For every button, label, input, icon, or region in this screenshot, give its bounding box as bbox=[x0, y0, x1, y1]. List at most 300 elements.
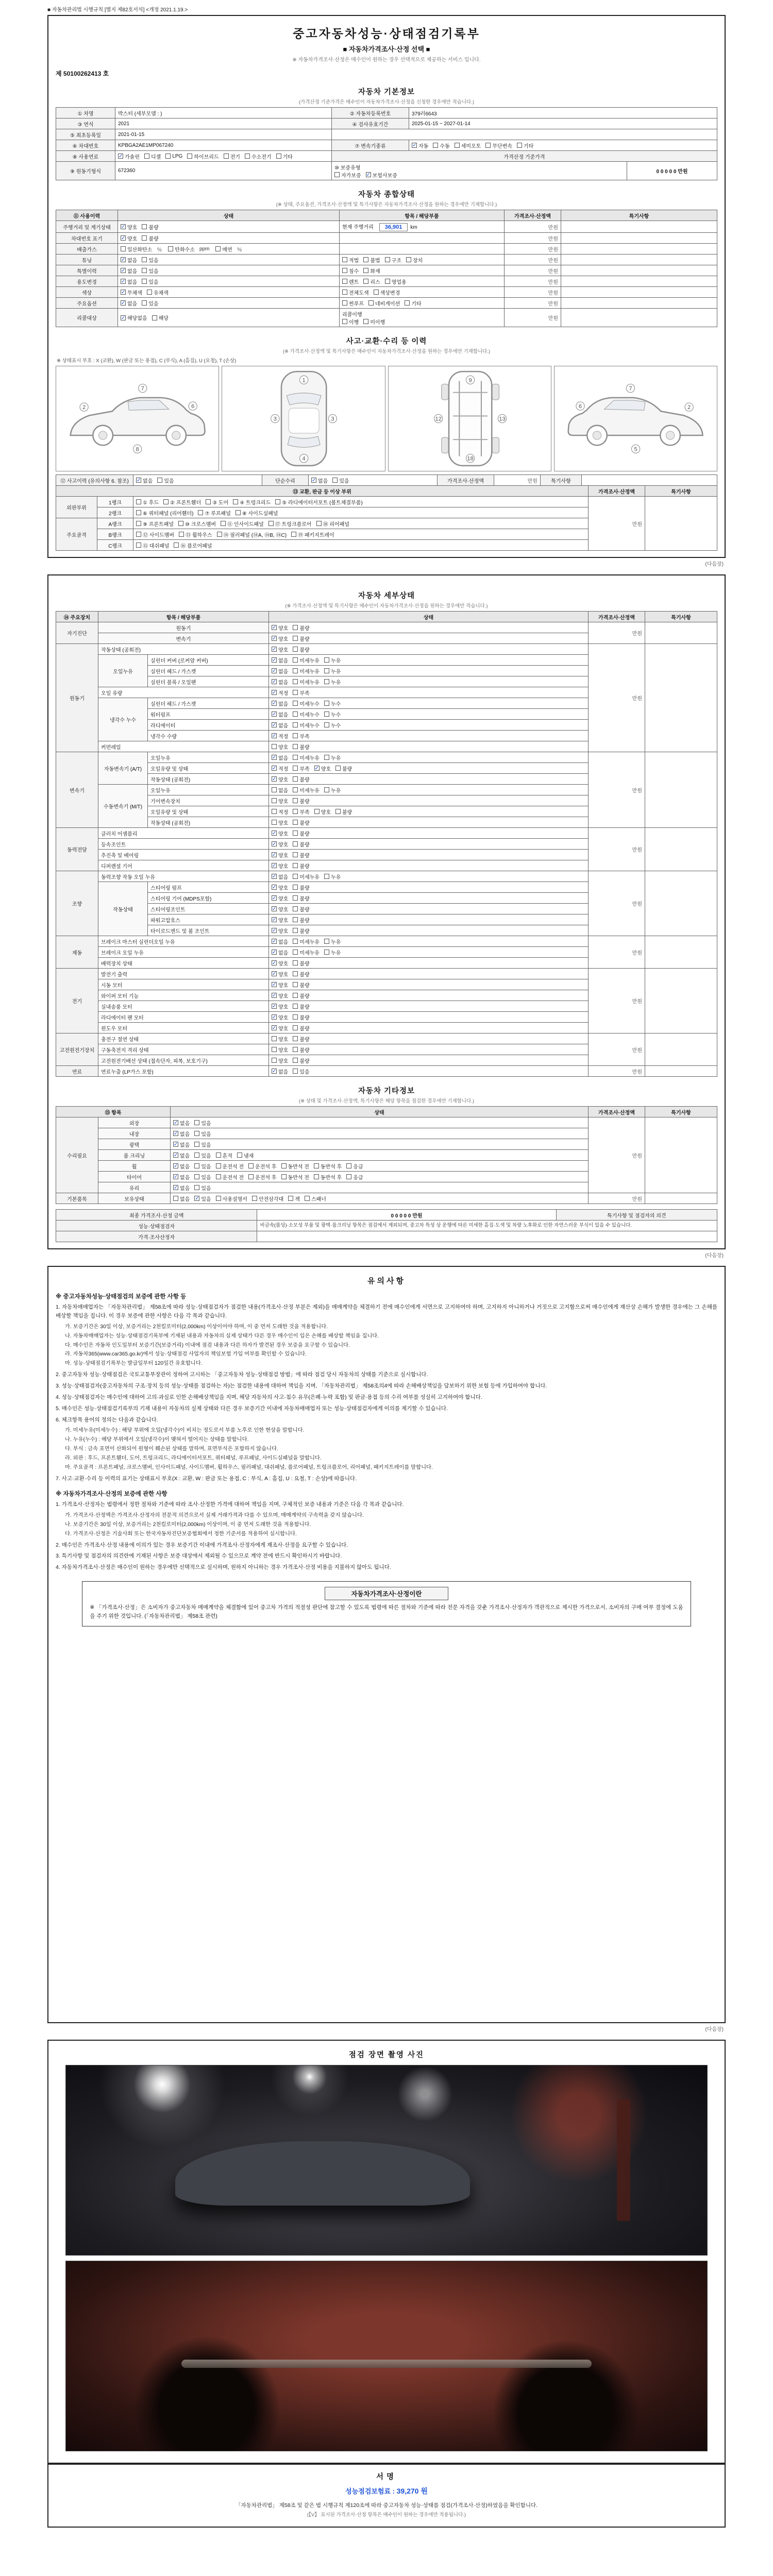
checkbox-없음[interactable] bbox=[272, 873, 288, 880]
price-definition-text: ※ 「가격조사·산정」은 소비자가 중고자동차 매매계약을 체결함에 있어 중고차 가격의 적절성 판단에 참고할 수 있도록 법령에 따른 절차와 기준에 따라 전문 자격을 갖춘 가격조사·산정자가 객관적으로 제시한 가격으로서, 소비자의 구매 여부 결정에 도움을 주기 위한 것입니다. (「자동차관리법」 제58조 관련) bbox=[90, 1604, 683, 1619]
checkbox-양호[interactable] bbox=[272, 981, 288, 989]
checkbox-불량[interactable] bbox=[293, 819, 309, 826]
checkbox-LPG[interactable] bbox=[165, 154, 182, 159]
checkbox-탄화수소[interactable] bbox=[168, 245, 195, 253]
checkbox-없음[interactable] bbox=[173, 1162, 190, 1170]
checkbox-없음[interactable] bbox=[272, 721, 288, 729]
checkbox-없음[interactable] bbox=[173, 1141, 190, 1148]
cell bbox=[118, 233, 340, 244]
checkbox-양호[interactable] bbox=[272, 884, 288, 891]
checkbox-group bbox=[272, 808, 585, 816]
checkbox-보험사보증[interactable] bbox=[366, 171, 397, 179]
checkbox-적정[interactable] bbox=[272, 732, 288, 740]
checkbox-없음[interactable] bbox=[121, 278, 137, 285]
checkbox-해당없음[interactable] bbox=[121, 314, 147, 321]
checkbox-⑬ 휠하우스[interactable] bbox=[179, 531, 212, 538]
cell bbox=[118, 244, 340, 255]
checkbox-label: 있음 bbox=[148, 301, 159, 307]
checkbox-불량[interactable] bbox=[293, 1046, 309, 1054]
checkbox-불량[interactable] bbox=[293, 884, 309, 891]
checkbox-불량[interactable] bbox=[293, 840, 309, 848]
checkbox-양호[interactable] bbox=[272, 819, 288, 826]
checkbox-mark bbox=[187, 154, 192, 159]
checkbox-mark bbox=[174, 543, 179, 548]
checkbox-없음[interactable] bbox=[272, 754, 288, 761]
checkbox-일산화탄소[interactable] bbox=[121, 245, 152, 253]
checkbox-전체도색[interactable] bbox=[342, 289, 369, 296]
checkbox-양호[interactable] bbox=[314, 765, 331, 772]
checkbox-해당[interactable] bbox=[152, 314, 169, 321]
checkbox-⑨ 프론트패널[interactable] bbox=[136, 520, 174, 528]
checkbox-무채색[interactable] bbox=[121, 289, 142, 296]
checkbox-mark bbox=[194, 1174, 199, 1179]
checkbox-mark bbox=[342, 290, 347, 295]
checkbox-썬루프[interactable] bbox=[342, 299, 364, 307]
checkbox-불량[interactable] bbox=[293, 916, 309, 924]
checkbox-누유[interactable] bbox=[324, 948, 341, 956]
column-header: 특기사항 bbox=[561, 210, 717, 221]
checkbox-불법[interactable] bbox=[363, 256, 380, 264]
checkbox-전기[interactable] bbox=[224, 152, 240, 160]
checkbox-불량[interactable] bbox=[293, 829, 309, 837]
checkbox-mark: ✓ bbox=[272, 863, 277, 869]
checkbox-자가보증[interactable] bbox=[334, 171, 361, 179]
checkbox-없음[interactable] bbox=[272, 710, 288, 718]
checkbox-양호[interactable] bbox=[272, 635, 288, 642]
checkbox-양호[interactable] bbox=[272, 624, 288, 632]
checkbox-없음[interactable] bbox=[311, 477, 328, 484]
checkbox-누유[interactable] bbox=[324, 678, 341, 686]
checkbox-⑪ 인사이드패널[interactable] bbox=[221, 520, 264, 528]
checkbox-미이행[interactable] bbox=[363, 318, 385, 326]
checkbox-색상변경[interactable] bbox=[374, 289, 400, 296]
checkbox-mark bbox=[293, 679, 298, 684]
checkbox-mark: ✓ bbox=[121, 290, 126, 295]
checkbox-하이브리드[interactable] bbox=[187, 152, 219, 160]
checkbox-양호[interactable] bbox=[314, 808, 331, 816]
checkbox-미세누수[interactable] bbox=[293, 721, 320, 729]
checkbox-있음[interactable] bbox=[142, 256, 158, 264]
checkbox-기타[interactable] bbox=[276, 152, 293, 160]
checkbox-있음[interactable] bbox=[194, 1141, 211, 1148]
checkbox-미세누유[interactable] bbox=[293, 656, 320, 664]
notice-paragraph: 나. 자동차매매업자는 성능·상태점검기록부에 기재된 내용과 자동차의 실제 상태가 다른 경우 매수인이 입은 손해를 배상할 책임을 집니다. bbox=[65, 1333, 379, 1339]
checkbox-기타[interactable] bbox=[517, 142, 533, 149]
cell bbox=[645, 1033, 717, 1066]
checkbox-양호[interactable] bbox=[272, 646, 288, 653]
checkbox-누유[interactable] bbox=[324, 873, 341, 880]
checkbox-디젤[interactable] bbox=[144, 152, 161, 160]
checkbox-미세누유[interactable] bbox=[293, 938, 320, 945]
checkbox-group bbox=[272, 1035, 585, 1043]
checkbox-누유[interactable] bbox=[324, 786, 341, 794]
checkbox-미세누유[interactable] bbox=[293, 754, 320, 761]
checkbox-누수[interactable] bbox=[324, 721, 341, 729]
checkbox-없음[interactable] bbox=[121, 256, 137, 264]
checkbox-불량[interactable] bbox=[293, 1013, 309, 1021]
checkbox-누유[interactable] bbox=[324, 938, 341, 945]
checkbox-없음[interactable] bbox=[173, 1195, 190, 1202]
checkbox-응급[interactable] bbox=[346, 1162, 363, 1170]
inspection-record-page bbox=[47, 5, 726, 2528]
checkbox-누유[interactable] bbox=[324, 656, 341, 664]
checkbox-렌트[interactable] bbox=[342, 278, 359, 285]
checkbox-label: 불량 bbox=[299, 982, 310, 989]
checkbox-양호[interactable] bbox=[272, 959, 288, 967]
checkbox-있음[interactable] bbox=[194, 1130, 211, 1138]
checkbox-label: 부족 bbox=[299, 690, 310, 697]
checkbox-불량[interactable] bbox=[293, 894, 309, 902]
checkbox-없음[interactable] bbox=[121, 299, 137, 307]
checkbox-없음[interactable] bbox=[173, 1119, 190, 1127]
cell: 성능·상태점검자 bbox=[56, 1221, 257, 1231]
checkbox-누수[interactable] bbox=[324, 700, 341, 707]
checkbox-불량[interactable] bbox=[142, 234, 158, 242]
cell: 기어변속장치 bbox=[148, 795, 269, 806]
checkbox-양호[interactable] bbox=[272, 1046, 288, 1054]
checkbox-양호[interactable] bbox=[272, 1057, 288, 1064]
checkbox-불량[interactable] bbox=[293, 797, 309, 805]
checkbox-양호[interactable] bbox=[272, 1035, 288, 1043]
checkbox-적정[interactable] bbox=[272, 808, 288, 816]
checkbox-mark: ✓ bbox=[174, 1174, 178, 1180]
checkbox-group bbox=[136, 477, 259, 484]
checkbox-mark: ✓ bbox=[174, 1120, 178, 1126]
checkbox-label: 안전삼각대 bbox=[258, 1196, 284, 1202]
checkbox-불량[interactable] bbox=[293, 775, 309, 783]
checkbox-양호[interactable] bbox=[272, 775, 288, 783]
checkbox-부족[interactable] bbox=[293, 765, 309, 772]
checkbox-운전석 후[interactable] bbox=[248, 1173, 276, 1181]
checkbox-label: 양호 bbox=[278, 831, 289, 837]
checkbox-있음[interactable] bbox=[194, 1173, 211, 1181]
checkbox-불량[interactable] bbox=[142, 223, 158, 231]
cell bbox=[269, 741, 589, 752]
cell bbox=[340, 233, 505, 244]
cell bbox=[269, 633, 589, 644]
checkbox-불량[interactable] bbox=[293, 992, 309, 999]
inline-text: 현재 주행거리 bbox=[342, 224, 374, 230]
checkbox-없음[interactable] bbox=[272, 1067, 288, 1075]
checkbox-없음[interactable] bbox=[136, 477, 153, 484]
checkbox-④ 트렁크리드[interactable] bbox=[233, 498, 271, 506]
checkbox-불량[interactable] bbox=[293, 1057, 309, 1064]
checkbox-양호[interactable] bbox=[121, 223, 137, 231]
checkbox-③ 도어[interactable] bbox=[206, 498, 228, 506]
cell: 만원 bbox=[589, 828, 645, 871]
checkbox-불량[interactable] bbox=[293, 646, 309, 653]
checkbox-없음[interactable] bbox=[272, 656, 288, 664]
checkbox-⑯ 플로어패널[interactable] bbox=[174, 541, 212, 549]
checkbox-label: 없음 bbox=[278, 939, 289, 945]
checkbox-⑥ 쿼터패널 (리어휀더)[interactable] bbox=[136, 509, 193, 517]
checkbox-불량[interactable] bbox=[293, 743, 309, 751]
checkbox-장치[interactable] bbox=[406, 256, 423, 264]
unit-text: ％ bbox=[237, 247, 242, 253]
checkbox-mark bbox=[272, 798, 277, 803]
checkbox-양호[interactable] bbox=[272, 905, 288, 913]
cell bbox=[269, 676, 589, 687]
checkbox-⑧ 사이드실패널[interactable] bbox=[236, 509, 278, 517]
checkbox-세미오토[interactable] bbox=[455, 142, 481, 149]
checkbox-mark: ✓ bbox=[272, 928, 277, 934]
cell: 배력장치 상태 bbox=[98, 958, 269, 969]
checkbox-냄새[interactable] bbox=[237, 1151, 254, 1159]
checkbox-가솔린[interactable] bbox=[118, 152, 140, 160]
checkbox-있음[interactable] bbox=[142, 267, 158, 275]
checkbox-적정[interactable] bbox=[272, 689, 288, 697]
checkbox-있음[interactable] bbox=[142, 299, 158, 307]
checkbox-없음[interactable] bbox=[272, 786, 288, 794]
checkbox-mark bbox=[216, 1153, 221, 1158]
checkbox-mark bbox=[293, 1036, 298, 1041]
checkbox-미세누유[interactable] bbox=[293, 873, 320, 880]
checkbox-양호[interactable] bbox=[272, 970, 288, 978]
checkbox-응급[interactable] bbox=[346, 1173, 363, 1181]
checkbox-label: 없음 bbox=[180, 1164, 190, 1170]
checkbox-양호[interactable] bbox=[272, 1003, 288, 1010]
checkbox-불량[interactable] bbox=[293, 927, 309, 935]
checkbox-⑫ 사이드멤버[interactable] bbox=[136, 531, 174, 538]
checkbox-양호[interactable] bbox=[121, 234, 137, 242]
checkbox-수동[interactable] bbox=[433, 142, 449, 149]
checkbox-불량[interactable] bbox=[293, 1024, 309, 1032]
checkbox-label: 양호 bbox=[321, 766, 331, 772]
checkbox-⑰ 트렁크플로어[interactable] bbox=[268, 520, 312, 528]
inline-text: km bbox=[410, 224, 417, 230]
checkbox-mark: ✓ bbox=[272, 1069, 277, 1074]
checkbox-불량[interactable] bbox=[293, 970, 309, 978]
notice-paragraph: 나. 누유(누수) : 해당 부위에서 오일(냉각수)이 맺혀서 떨어지는 상태를 말합니다. bbox=[65, 1437, 249, 1443]
checkbox-⑦ 루프패널[interactable] bbox=[198, 509, 230, 517]
checkbox-없음[interactable] bbox=[272, 948, 288, 956]
cell bbox=[269, 763, 589, 774]
checkbox-미세누유[interactable] bbox=[293, 786, 320, 794]
checkbox-침수[interactable] bbox=[342, 267, 359, 275]
checkbox-mark bbox=[272, 1036, 277, 1041]
checkbox-리스[interactable] bbox=[363, 278, 380, 285]
checkbox-mark: ✓ bbox=[272, 766, 277, 771]
cell bbox=[269, 850, 589, 860]
table-row bbox=[56, 309, 717, 327]
checkbox-label: 리스 bbox=[370, 279, 380, 285]
checkbox-mark bbox=[293, 1014, 298, 1020]
checkbox-안전삼각대[interactable] bbox=[252, 1195, 283, 1202]
checkbox-⑭ 필러패널 (⑭A, ⑭B, ⑭C)[interactable] bbox=[217, 531, 287, 538]
checkbox-label: 운전석 전 bbox=[222, 1164, 244, 1170]
checkbox-있음[interactable] bbox=[194, 1151, 211, 1159]
checkbox-스패너[interactable] bbox=[305, 1195, 326, 1202]
checkbox-group bbox=[272, 689, 585, 697]
checkbox-운전석 후[interactable] bbox=[248, 1162, 276, 1170]
checkbox-미세누유[interactable] bbox=[293, 948, 320, 956]
table-row bbox=[56, 828, 717, 839]
checkbox-불량[interactable] bbox=[293, 1035, 309, 1043]
notice-header: ※ 중고자동차성능·상태점검의 보증에 관한 사항 등 bbox=[56, 1294, 187, 1300]
checkbox-양호[interactable] bbox=[272, 992, 288, 999]
checkbox-매연[interactable] bbox=[215, 245, 232, 253]
checkbox-group bbox=[272, 710, 585, 718]
checkbox-네비게이션[interactable] bbox=[368, 299, 400, 307]
checkbox-동반석 후[interactable] bbox=[314, 1162, 342, 1170]
checkbox-mark: ✓ bbox=[174, 1142, 178, 1147]
checkbox-누수[interactable] bbox=[324, 710, 341, 718]
checkbox-있음[interactable] bbox=[194, 1119, 211, 1127]
checkbox-없음[interactable] bbox=[272, 667, 288, 675]
checkbox-미세누유[interactable] bbox=[293, 667, 320, 675]
checkbox-구조[interactable] bbox=[385, 256, 401, 264]
checkbox-이행[interactable] bbox=[342, 318, 359, 326]
checkbox-불량[interactable] bbox=[293, 905, 309, 913]
checkbox-label: 양호 bbox=[278, 1004, 289, 1010]
checkbox-수소전기[interactable] bbox=[245, 152, 272, 160]
table-row bbox=[56, 255, 717, 265]
checkbox-동반석 전[interactable] bbox=[281, 1162, 309, 1170]
checkbox-양호[interactable] bbox=[272, 840, 288, 848]
cell: 브레이크 마스터 실린더오일 누유 bbox=[98, 936, 269, 947]
checkbox-운전석 전[interactable] bbox=[216, 1162, 244, 1170]
checkbox-없음[interactable] bbox=[272, 678, 288, 686]
checkbox-양호[interactable] bbox=[272, 829, 288, 837]
table-row bbox=[56, 244, 717, 255]
checkbox-양호[interactable] bbox=[272, 797, 288, 805]
checkbox-양호[interactable] bbox=[272, 851, 288, 859]
checkbox-불량[interactable] bbox=[293, 851, 309, 859]
svg-text:3: 3 bbox=[331, 416, 334, 422]
cell bbox=[645, 828, 717, 871]
checkbox-불량[interactable] bbox=[293, 635, 309, 642]
checkbox-없음[interactable] bbox=[272, 938, 288, 945]
checkbox-미세누수[interactable] bbox=[293, 710, 320, 718]
checkbox-있음[interactable] bbox=[332, 477, 349, 484]
cell: 수동변속기 (M/T) bbox=[98, 785, 148, 828]
checkbox-없음[interactable] bbox=[173, 1130, 190, 1138]
checkbox-① 후드[interactable] bbox=[136, 498, 159, 506]
checkbox-유채색[interactable] bbox=[147, 289, 169, 296]
checkbox-누유[interactable] bbox=[324, 754, 341, 761]
cell: 특별이력 bbox=[56, 265, 118, 276]
checkbox-없음[interactable] bbox=[173, 1184, 190, 1192]
checkbox-기타[interactable] bbox=[405, 299, 421, 307]
checkbox-누유[interactable] bbox=[324, 667, 341, 675]
checkbox-label: 없음 bbox=[278, 755, 289, 761]
checkbox-⑱ 리어패널[interactable] bbox=[316, 520, 349, 528]
checkbox-label: 누유 bbox=[330, 658, 341, 664]
checkbox-불량[interactable] bbox=[293, 624, 309, 632]
checkbox-자동[interactable] bbox=[412, 142, 428, 149]
checkbox-label: 영업용 bbox=[391, 279, 407, 285]
svg-text:8: 8 bbox=[136, 446, 139, 453]
checkbox-없음[interactable] bbox=[272, 700, 288, 707]
section-accident bbox=[56, 335, 717, 354]
checkbox-양호[interactable] bbox=[272, 927, 288, 935]
checkbox-⑤ 라디에이터서포트 (볼트체결부품)[interactable] bbox=[275, 498, 362, 506]
checkbox-mark bbox=[236, 510, 241, 515]
checkbox-양호[interactable] bbox=[272, 916, 288, 924]
checkbox-⑩ 크로스멤버[interactable] bbox=[178, 520, 216, 528]
checkbox-불량[interactable] bbox=[293, 981, 309, 989]
checkbox-label: 불량 bbox=[299, 928, 310, 935]
checkbox-있음[interactable] bbox=[194, 1184, 211, 1192]
checkbox-미세누수[interactable] bbox=[293, 700, 320, 707]
checkbox-양호[interactable] bbox=[272, 862, 288, 870]
checkbox-무단변속[interactable] bbox=[485, 142, 512, 149]
checkbox-mark bbox=[363, 319, 368, 324]
checkbox-불량[interactable] bbox=[335, 808, 352, 816]
checkbox-화재[interactable] bbox=[363, 267, 380, 275]
cell bbox=[269, 698, 589, 709]
checkbox-양호[interactable] bbox=[272, 743, 288, 751]
checkbox-label: 불량 bbox=[299, 625, 310, 632]
checkbox-⑮ 대쉬패널[interactable] bbox=[136, 541, 169, 549]
checkbox-불량[interactable] bbox=[293, 862, 309, 870]
checkbox-양호[interactable] bbox=[272, 894, 288, 902]
cell: ⑧ 사용연료 bbox=[56, 151, 115, 162]
checkbox-적정[interactable] bbox=[272, 765, 288, 772]
cell: 최종 가격조사·산정 금액 bbox=[56, 1210, 257, 1221]
checkbox-group bbox=[272, 1024, 585, 1032]
checkbox-부족[interactable] bbox=[293, 732, 309, 740]
checkbox-양호[interactable] bbox=[272, 1024, 288, 1032]
checkbox-label: 누유 bbox=[330, 755, 341, 761]
checkbox-없음[interactable] bbox=[173, 1151, 190, 1159]
checkbox-동반석 후[interactable] bbox=[314, 1173, 342, 1181]
checkbox-label: 있음 bbox=[339, 478, 349, 484]
checkbox-적법[interactable] bbox=[342, 256, 359, 264]
cell bbox=[645, 936, 717, 969]
checkbox-있음[interactable] bbox=[194, 1195, 211, 1202]
checkbox-mark bbox=[216, 1163, 221, 1168]
checkbox-있음[interactable] bbox=[142, 278, 158, 285]
checkbox-label: 불량 bbox=[299, 1015, 310, 1021]
checkbox-② 프론트휀더[interactable] bbox=[163, 498, 201, 506]
checkbox-잭[interactable] bbox=[288, 1195, 300, 1202]
checkbox-흔적[interactable] bbox=[216, 1151, 232, 1159]
cell: 실린더 커버 (로커암 커버) bbox=[148, 655, 269, 666]
checkbox-label: 썬루프 bbox=[349, 301, 364, 307]
checkbox-label: 적정 bbox=[278, 690, 289, 697]
checkbox-⑲ 패키지트레이[interactable] bbox=[291, 531, 334, 538]
checkbox-있음[interactable] bbox=[157, 477, 174, 484]
checkbox-양호[interactable] bbox=[272, 1013, 288, 1021]
checkbox-불량[interactable] bbox=[293, 1003, 309, 1010]
checkbox-group bbox=[334, 171, 624, 179]
checkbox-없음[interactable] bbox=[173, 1173, 190, 1181]
checkbox-있음[interactable] bbox=[194, 1162, 211, 1170]
checkbox-불량[interactable] bbox=[293, 959, 309, 967]
checkbox-불량[interactable] bbox=[335, 765, 352, 772]
section-note: (※ 가격조사·산정액 및 특기사항은 매수인이 자동차가격조사·산정을 원하는 경우에만 적습니다.) bbox=[285, 603, 488, 609]
checkbox-영업용[interactable] bbox=[385, 278, 407, 285]
checkbox-group bbox=[272, 656, 585, 664]
checkbox-label: 없음 bbox=[127, 268, 138, 275]
checkbox-label: 미세누유 bbox=[299, 788, 320, 794]
checkbox-없음[interactable] bbox=[121, 267, 137, 275]
checkbox-부족[interactable] bbox=[293, 808, 309, 816]
checkbox-동반석 전[interactable] bbox=[281, 1173, 309, 1181]
checkbox-mark bbox=[293, 917, 298, 922]
cell bbox=[645, 622, 717, 644]
checkbox-mark bbox=[293, 733, 298, 738]
checkbox-있음[interactable] bbox=[293, 1067, 309, 1075]
checkbox-부족[interactable] bbox=[293, 689, 309, 697]
checkbox-사용설명서[interactable] bbox=[216, 1195, 247, 1202]
column-header: 특기사항 bbox=[645, 486, 717, 497]
cell: 단순수리 bbox=[262, 475, 309, 486]
checkbox-미세누유[interactable] bbox=[293, 678, 320, 686]
cell bbox=[269, 958, 589, 969]
checkbox-운전석 전[interactable] bbox=[216, 1173, 244, 1181]
